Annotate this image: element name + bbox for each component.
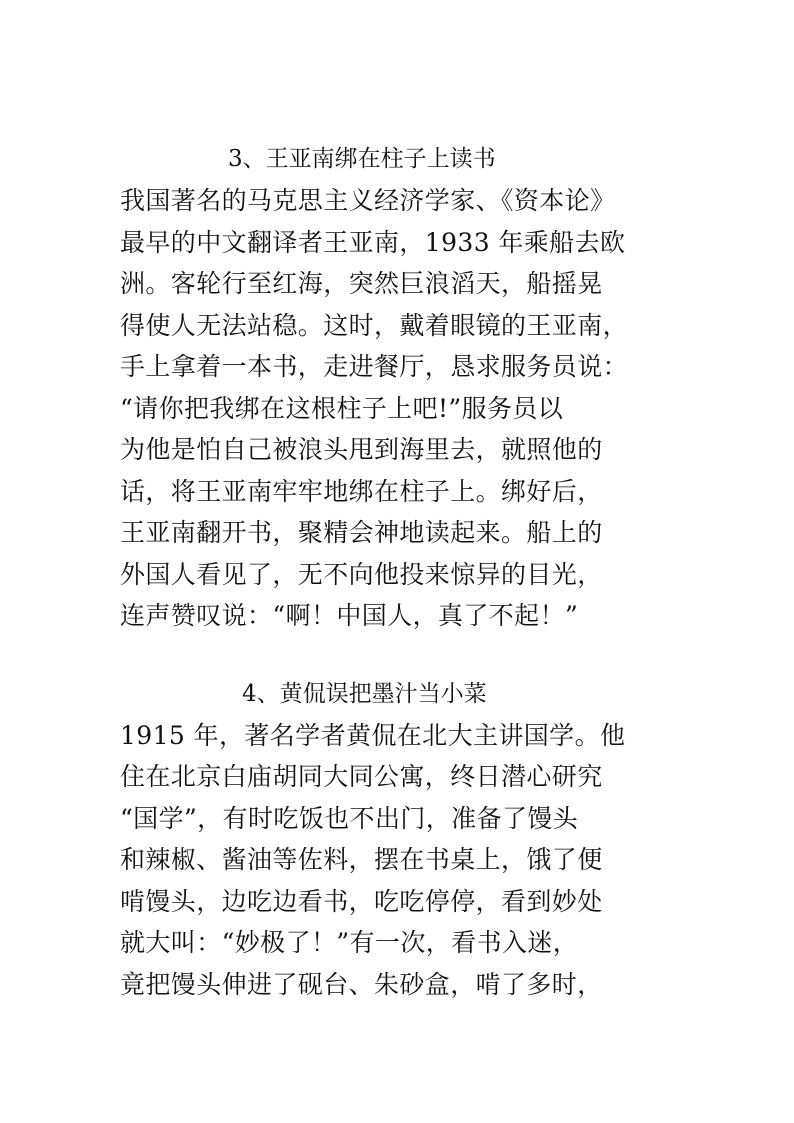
section-title: 3、王亚南绑在柱子上读书 (228, 146, 496, 172)
text-line: “请你把我绑在这根柱子上吧!”服务员以 (120, 393, 564, 423)
text-line: 住在北京白庙胡同大同公寓，终日潜心研究 (120, 762, 603, 791)
text-line: 就大叫：“妙极了！”有一次，看书入迷， (120, 928, 579, 957)
section-wang-yanan (120, 138, 680, 637)
text-line: 我国著名的马克思主义经济学家、《资本论》 (120, 186, 616, 215)
text-line: 连声赞叹说：“啊！中国人，真了不起！” (120, 601, 579, 630)
text-line: 王亚南翻开书，聚精会神地读起来。船上的 (120, 518, 603, 547)
text-line: 竟把馒头伸进了砚台、朱砂盒，啃了多时， (120, 969, 603, 999)
text-line: 最早的中文翻译者王亚南，1933 年乘船去欧 (120, 227, 626, 257)
text-line: 和辣椒、酱油等佐料，摆在书桌上，饿了便 (120, 845, 603, 874)
text-line: 1915 年，著名学者黄侃在北大主讲国学。他 (120, 720, 626, 750)
section-spacer (120, 637, 680, 673)
text-line: 洲。客轮行至红海，突然巨浪滔天，船摇晃 (120, 269, 603, 298)
text-line: 啃馒头，边吃边看书，吃吃停停，看到妙处 (120, 886, 603, 916)
text-line: “国学”，有时吃饭也不出门，准备了馒头 (120, 803, 579, 833)
text-line: 外国人看见了，无不向他投来惊异的目光， (120, 559, 603, 589)
text-line: 得使人无法站稳。这时，戴着眼镜的王亚南， (120, 310, 629, 340)
text-line: 为他是怕自己被浪头甩到海里去，就照他的 (120, 435, 603, 464)
section-title: 4、黄侃误把墨汁当小菜 (242, 680, 487, 707)
text-line: 手上拿着一本书，走进餐厅，恳求服务员说： (120, 352, 629, 381)
document-page (120, 138, 680, 1005)
text-line: 话，将王亚南牢牢地绑在柱子上。绑好后， (120, 476, 603, 506)
section-huang-kan (120, 673, 680, 1006)
